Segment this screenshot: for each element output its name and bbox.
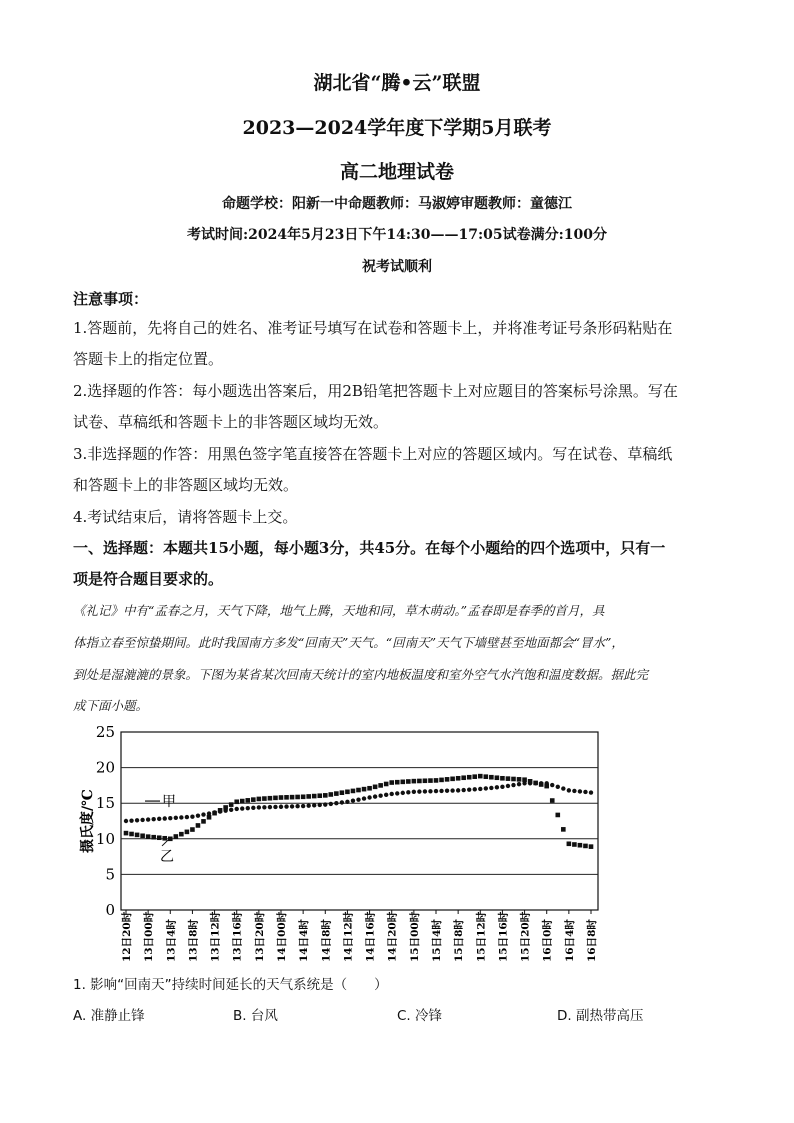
series-yi-point [129, 832, 134, 837]
series-jia-point [561, 786, 565, 790]
series-jia-point [306, 803, 310, 807]
series-yi-point [323, 793, 328, 798]
x-tick-label: 16日4时 [563, 919, 576, 962]
x-tick-label: 16日0时 [541, 919, 554, 962]
series-yi-point [439, 778, 444, 783]
section-heading: 一、选择题：本题共15小题，每小题3分，共45分。在每个小题给的四个选项中，只有一 [73, 539, 666, 557]
notes-line: 4.考试结束后，请将答题卡上交。 [73, 508, 298, 526]
series-yi-point [312, 794, 317, 799]
series-jia-point [412, 790, 416, 794]
series-jia-point [417, 789, 421, 793]
series-yi-point [484, 774, 489, 779]
series-jia-point [467, 787, 471, 791]
series-jia-point [450, 788, 454, 792]
series-yi-point [423, 778, 428, 783]
series-jia-point [351, 799, 355, 803]
series-jia-point [329, 802, 333, 806]
notes-line: 答题卡上的指定位置。 [73, 350, 224, 368]
notes-line: 3.非选择题的作答：用黑色签字笔直接答在答题卡上对应的答题区域内。写在试卷、草稿纸 [73, 445, 673, 463]
series-jia-point [257, 805, 261, 809]
series-yi-point [257, 797, 262, 802]
series-jia-point [384, 793, 388, 797]
series-jia-point [334, 801, 338, 805]
series-yi-point [218, 808, 223, 813]
series-jia-point [473, 787, 477, 791]
series-jia-point [340, 800, 344, 804]
y-axis-label: 摄氏度/℃ [80, 789, 96, 853]
x-tick-label: 15日00时 [408, 911, 421, 962]
series-yi-point [428, 778, 433, 783]
passage-line: 成下面小题。 [73, 698, 149, 713]
series-jia-point [295, 804, 299, 808]
series-jia-point [235, 807, 239, 811]
exam-wish: 祝考试顺利 [362, 259, 432, 275]
series-yi-point [262, 796, 267, 801]
series-jia-point [583, 790, 587, 794]
series-yi-point [273, 796, 278, 801]
x-tick-label: 14日12时 [342, 911, 355, 962]
series-jia-point [484, 786, 488, 790]
series-yi-point [140, 833, 145, 838]
x-tick-label: 14日4时 [298, 919, 311, 962]
series-jia-point [428, 789, 432, 793]
series-jia-point [517, 782, 521, 786]
passage-line: 体指立春至惊蛰期间。此时我国南方多发“回南天”天气。“回南天”天气下墙壁甚至地面都会“冒水”， [73, 635, 624, 650]
exam-title-term: 2023—2024学年度下学期5月联考 [242, 117, 552, 139]
exam-title-alliance: 湖北省“腾•云”联盟 [313, 72, 481, 94]
x-tick-label: 12日20时 [121, 911, 133, 962]
series-jia-point [163, 816, 167, 820]
notes-line: 和答题卡上的非答题区域均无效。 [73, 476, 299, 494]
series-yi-point [528, 779, 533, 784]
y-tick-label: 10 [95, 829, 115, 848]
series-jia-point [362, 796, 366, 800]
x-tick-label: 14日8时 [320, 919, 333, 962]
series-yi-point [472, 774, 477, 779]
y-tick-label: 20 [95, 758, 115, 777]
series-yi-label: 乙 [160, 848, 174, 865]
x-tick-label: 16日8时 [586, 919, 598, 962]
x-tick-label: 15日20时 [519, 911, 532, 962]
series-yi-point [450, 777, 455, 782]
series-yi-point [157, 835, 162, 840]
series-yi-point [351, 789, 356, 794]
series-jia-point [395, 791, 399, 795]
series-yi-point [539, 782, 544, 787]
series-jia-point [262, 805, 266, 809]
series-jia-point [196, 813, 200, 817]
series-yi-point [467, 775, 472, 780]
series-jia-point [572, 789, 576, 793]
series-yi-point [229, 802, 234, 807]
series-yi-point [306, 794, 311, 799]
series-jia-point [390, 792, 394, 796]
series-jia-point [146, 817, 150, 821]
series-yi-point [201, 819, 206, 824]
series-jia-point [323, 802, 327, 806]
series-yi-point [500, 776, 505, 781]
series-yi-point [301, 794, 306, 799]
series-yi-point [550, 798, 555, 803]
series-yi-point [268, 796, 273, 801]
notes-line: 试卷、草稿纸和答题卡上的非答题区域均无效。 [73, 413, 389, 431]
series-yi-point [329, 792, 334, 797]
series-jia-point [268, 805, 272, 809]
plot-frame [121, 732, 598, 910]
series-yi-point [489, 775, 494, 780]
series-yi-point [434, 778, 439, 783]
series-yi-point [506, 776, 511, 781]
x-tick-label: 13日20时 [253, 911, 266, 962]
series-yi-point [495, 775, 500, 780]
series-yi-point [384, 782, 389, 787]
series-jia-point [406, 790, 410, 794]
series-yi-point [395, 780, 400, 785]
series-yi-point [345, 790, 350, 795]
series-yi-point [378, 783, 383, 788]
series-jia-point [367, 795, 371, 799]
passage-line: 到处是湿漉漉的景象。下图为某省某次回南天统计的室内地板温度和室外空气水汽饱和温度数据。据此完 [73, 667, 649, 682]
series-yi-point [190, 827, 195, 832]
x-tick-label: 13日8时 [187, 919, 200, 962]
y-tick-label: 5 [105, 865, 115, 884]
series-jia-point [506, 784, 510, 788]
series-jia-label: 甲 [162, 794, 176, 811]
x-tick-label: 14日00时 [276, 911, 288, 962]
exam-title-subject: 高二地理试卷 [339, 161, 454, 183]
series-jia-point [312, 803, 316, 807]
exam-time: 考试时间:2024年5月23日下午14:30——17:05试卷满分:100分 [186, 227, 607, 243]
temperature-chart [0, 722, 794, 982]
series-yi-point [583, 844, 588, 849]
series-yi-point [223, 805, 228, 810]
series-jia-point [550, 783, 554, 787]
series-jia-point [489, 786, 493, 790]
series-yi-point [412, 779, 417, 784]
series-jia-point [135, 818, 139, 822]
x-tick-label: 13日12时 [209, 911, 222, 962]
series-yi-point [578, 843, 583, 848]
series-yi-point [196, 823, 201, 828]
x-tick-label: 13日00时 [143, 911, 156, 962]
series-yi-point [317, 793, 322, 798]
series-yi-point [240, 799, 245, 804]
passage-line: 《礼记》中有“孟春之月，天气下降，地气上腾，天地和同，草木萌动。”孟春即是春季的首月，具 [73, 603, 605, 618]
series-yi-point [162, 836, 167, 841]
series-jia-point [179, 815, 183, 819]
series-yi-point [461, 775, 466, 780]
series-yi-point [295, 795, 300, 800]
series-yi-point [334, 791, 339, 796]
series-jia-point [140, 818, 144, 822]
series-jia-point [567, 788, 571, 792]
series-yi-point [367, 786, 372, 791]
series-jia-point [201, 812, 205, 816]
series-jia-point [279, 805, 283, 809]
option-a[interactable]: A. 准静止锋 [73, 1008, 145, 1024]
x-tick-label: 14日16时 [364, 911, 377, 962]
series-yi-point [207, 815, 212, 820]
series-yi-point [389, 780, 394, 785]
series-jia-point [456, 788, 460, 792]
series-yi-point [589, 844, 594, 849]
series-yi-point [279, 795, 284, 800]
series-yi-point [362, 787, 367, 792]
series-jia-point [373, 794, 377, 798]
series-yi-point [174, 834, 179, 839]
option-b[interactable]: B. 台风 [233, 1008, 278, 1024]
series-yi-point [544, 784, 549, 789]
series-jia-point [495, 785, 499, 789]
y-tick-label: 15 [95, 794, 115, 813]
x-tick-label: 14日20时 [386, 911, 399, 962]
series-jia-point [434, 789, 438, 793]
notes-line: 1.答题前，先将自己的姓名、准考证号填写在试卷和答题卡上，并将准考证号条形码粘贴在 [73, 319, 673, 337]
series-yi-point [533, 781, 538, 786]
series-jia-point [168, 816, 172, 820]
series-yi-point [373, 785, 378, 790]
series-yi-point [179, 832, 184, 837]
x-tick-label: 13日16时 [231, 911, 244, 962]
x-tick-label: 15日12时 [475, 911, 488, 962]
series-yi-point [356, 788, 361, 793]
series-jia-point [439, 789, 443, 793]
series-jia-point [589, 790, 593, 794]
series-jia-point [423, 789, 427, 793]
series-jia-point [151, 817, 155, 821]
series-jia-point [345, 800, 349, 804]
option-c[interactable]: C. 冷锋 [397, 1008, 443, 1024]
series-jia-point [378, 794, 382, 798]
series-yi-point [445, 777, 450, 782]
question-1-stem: 1. 影响“回南天”持续时间延长的天气系统是（ ） [73, 977, 388, 993]
exam-authors: 命题学校：阳新一中命题教师：马淑婷审题教师：童德江 [222, 196, 572, 212]
series-jia-point [401, 791, 405, 795]
series-jia-point [284, 804, 288, 808]
series-jia-point [500, 785, 504, 789]
series-jia-point [461, 788, 465, 792]
series-yi-point [185, 830, 190, 835]
series-jia-point [356, 797, 360, 801]
y-tick-label: 0 [105, 901, 115, 919]
series-yi-point [251, 797, 256, 802]
series-jia-point [556, 785, 560, 789]
series-yi-point [406, 779, 411, 784]
series-jia-point [240, 806, 244, 810]
series-jia-point [445, 789, 449, 793]
series-jia-point [478, 787, 482, 791]
series-yi-point [567, 841, 572, 846]
series-yi-point [561, 827, 566, 832]
series-jia-point [190, 815, 194, 819]
series-yi-point [146, 834, 151, 839]
series-jia-point [157, 817, 161, 821]
notes-heading: 注意事项： [73, 290, 149, 308]
series-yi-point [290, 795, 295, 800]
x-tick-label: 13日4时 [165, 919, 178, 962]
series-jia-point [185, 815, 189, 819]
series-yi-point [555, 813, 560, 818]
series-yi-point [417, 779, 422, 784]
series-yi-point [245, 798, 250, 803]
series-jia-point [301, 804, 305, 808]
series-yi-point [517, 777, 522, 782]
series-yi-point [340, 790, 345, 795]
series-jia-point [229, 808, 233, 812]
series-jia-point [129, 818, 133, 822]
series-yi-point [135, 833, 140, 838]
series-yi-point [400, 780, 405, 785]
series-jia-point [273, 805, 277, 809]
series-yi-point [456, 776, 461, 781]
series-yi-point [511, 777, 516, 782]
series-jia-point [174, 816, 178, 820]
x-tick-label: 15日8时 [453, 919, 466, 962]
option-d[interactable]: D. 副热带高压 [557, 1008, 644, 1024]
series-yi-point [151, 835, 156, 840]
series-yi-point [522, 777, 527, 782]
series-jia-point [246, 806, 250, 810]
series-yi-point [212, 811, 217, 816]
x-tick-label: 15日4时 [431, 919, 443, 962]
x-tick-label: 15日16时 [497, 911, 510, 962]
series-jia-point [290, 804, 294, 808]
section-heading-cont: 项是符合题目要求的。 [73, 570, 224, 588]
series-yi-point [124, 831, 129, 836]
y-tick-label: 25 [95, 723, 115, 741]
series-jia-point [578, 789, 582, 793]
series-jia-point [251, 806, 255, 810]
series-yi-point [234, 799, 239, 804]
series-yi-point [572, 842, 577, 847]
series-jia-point [124, 819, 128, 823]
series-yi-point [478, 774, 483, 779]
notes-line: 2.选择题的作答：每小题选出答案后，用2B铅笔把答题卡上对应题目的答案标号涂黑。写在 [73, 382, 678, 400]
series-yi-point [284, 795, 289, 800]
series-jia-point [318, 803, 322, 807]
series-jia-point [511, 783, 515, 787]
